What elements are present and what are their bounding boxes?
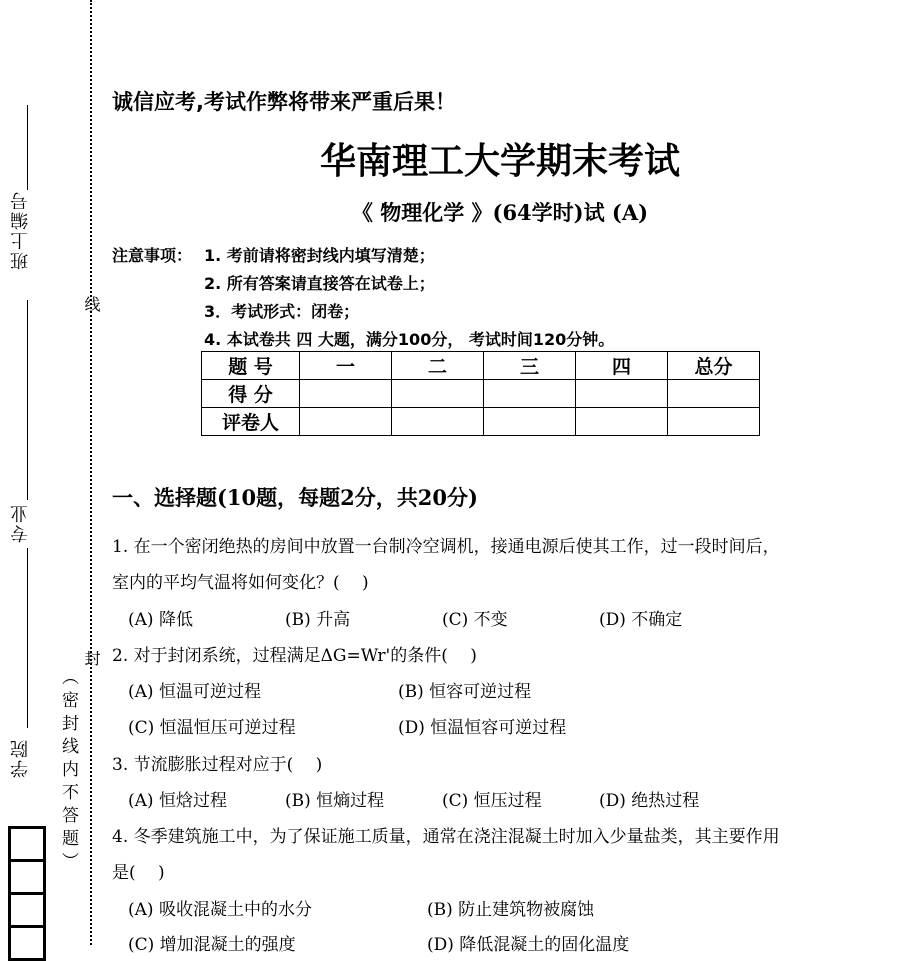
grader-cell[interactable] [300, 408, 392, 436]
section-title: 一、选择题(10题，每题2分，共20分) [112, 485, 478, 510]
row-label: 评卷人 [202, 408, 300, 436]
score-cell[interactable] [484, 380, 576, 408]
score-cell[interactable] [300, 380, 392, 408]
option-c: (C) 恒温恒压可逆过程 [128, 718, 296, 738]
row-label: 得 分 [202, 380, 300, 408]
exam-title: 华南理工大学期末考试 [319, 140, 680, 182]
score-table [201, 351, 760, 436]
grader-cell[interactable] [484, 408, 576, 436]
seal-mark: 封 [82, 650, 101, 666]
grader-cell[interactable] [668, 408, 760, 436]
score-table-header-row [202, 352, 760, 380]
option-c: (C) 不变 [442, 610, 508, 630]
major-blank [27, 300, 28, 500]
option-d: (D) 绝热过程 [599, 791, 700, 811]
option-b: (B) 恒容可逆过程 [398, 682, 532, 702]
question-text: 3. 节流膨胀过程对应于( ) [112, 755, 323, 775]
option-a: (A) 吸收混凝土中的水分 [128, 900, 312, 920]
table-header: 四 [576, 352, 668, 380]
major-label: 专业 [10, 503, 31, 543]
option-a: (A) 降低 [128, 610, 193, 630]
major-blank-lower [27, 548, 28, 728]
option-c: (C) 恒压过程 [442, 791, 542, 811]
question-text: 1. 在一个密闭绝热的房间中放置一台制冷空调机，接通电源后使其工作，过一段时间后， [112, 537, 780, 557]
question-text: 2. 对于封闭系统，过程满足ΔG=Wr'的条件( ) [112, 646, 477, 666]
class-number-label: 班上编号 [10, 190, 31, 270]
integrity-warning: 诚信应考,考试作弊将带来严重后果！ [112, 90, 456, 114]
exam-notes [112, 242, 614, 354]
no-answer-notice: （密封线内不答题） [58, 668, 78, 875]
table-header: 二 [392, 352, 484, 380]
option-b: (B) 恒熵过程 [285, 791, 385, 811]
student-id-boxes [8, 826, 46, 961]
grader-cell[interactable] [576, 408, 668, 436]
notes-label: 注意事项： [112, 246, 193, 265]
score-row [202, 380, 760, 408]
table-header: 一 [300, 352, 392, 380]
score-cell[interactable] [668, 380, 760, 408]
table-header: 三 [484, 352, 576, 380]
table-header: 题 号 [202, 352, 300, 380]
question-text: 是( ) [112, 863, 165, 883]
note-item: 1. 考前请将密封线内填写清楚； [204, 246, 435, 265]
table-header: 总分 [668, 352, 760, 380]
college-label: 学院 [10, 738, 31, 778]
option-b: (B) 升高 [285, 610, 351, 630]
option-a: (A) 恒焓过程 [128, 791, 227, 811]
option-d: (D) 恒温恒容可逆过程 [398, 718, 567, 738]
option-b: (B) 防止建筑物被腐蚀 [427, 900, 595, 920]
grader-cell[interactable] [392, 408, 484, 436]
option-c: (C) 增加混凝土的强度 [128, 935, 296, 955]
line-mark: 线 [82, 296, 101, 312]
note-item: 4. 本试卷共 四 大题，满分100分， 考试时间120分钟。 [204, 330, 615, 349]
score-cell[interactable] [392, 380, 484, 408]
score-cell[interactable] [576, 380, 668, 408]
exam-subtitle: 《 物理化学 》(64学时)试 (A) [351, 200, 649, 225]
note-item: 2. 所有答案请直接答在试卷上； [204, 274, 435, 293]
note-item: 3．考试形式：闭卷； [204, 302, 360, 321]
option-d: (D) 降低混凝土的固化温度 [427, 935, 630, 955]
question-text: 室内的平均气温将如何变化？( ) [112, 573, 369, 593]
question-text: 4. 冬季建筑施工中，为了保证施工质量，通常在浇注混凝土时加入少量盐类，其主要作用 [112, 827, 780, 847]
grader-row [202, 408, 760, 436]
option-d: (D) 不确定 [599, 610, 683, 630]
option-a: (A) 恒温可逆过程 [128, 682, 261, 702]
